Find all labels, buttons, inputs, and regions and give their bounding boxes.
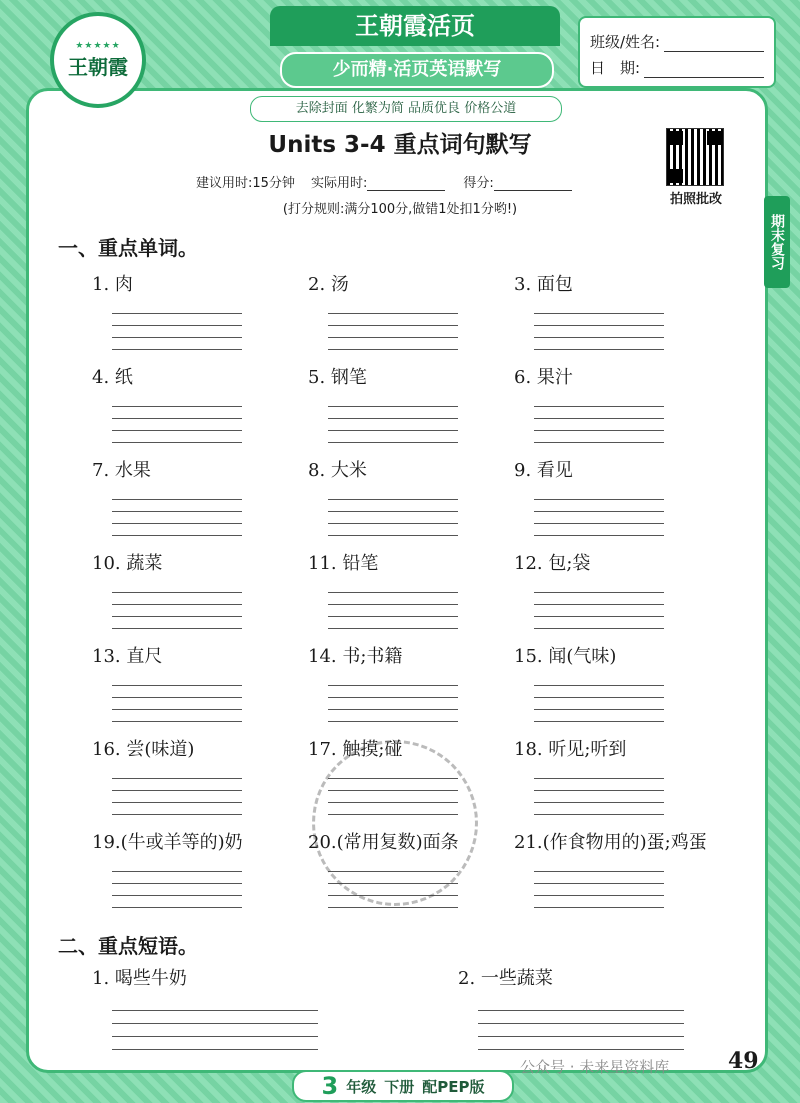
answer-line[interactable]	[534, 419, 664, 431]
answer-lines[interactable]	[534, 767, 664, 815]
edition: 配PEP版	[422, 1077, 485, 1096]
answer-lines[interactable]	[112, 860, 242, 908]
answer-lines[interactable]	[112, 674, 242, 722]
class-name-label: 班级/姓名:	[590, 33, 661, 51]
word-prompt: 13. 直尺	[92, 646, 163, 667]
answer-line[interactable]	[112, 326, 242, 338]
answer-line[interactable]	[478, 1024, 684, 1037]
word-item	[514, 551, 704, 629]
answer-line[interactable]	[478, 1011, 684, 1024]
date-row[interactable]	[590, 52, 764, 78]
answer-line[interactable]	[328, 524, 458, 536]
answer-lines[interactable]	[534, 488, 664, 536]
class-name-row[interactable]	[590, 26, 764, 52]
answer-line[interactable]	[112, 686, 242, 698]
answer-line[interactable]	[534, 524, 664, 536]
answer-line[interactable]	[112, 431, 242, 443]
brand-banner: 王朝霞活页	[270, 6, 560, 46]
answer-lines[interactable]	[534, 860, 664, 908]
answer-line[interactable]	[534, 896, 664, 908]
logo	[50, 12, 146, 108]
answer-line[interactable]	[534, 407, 664, 419]
answer-line[interactable]	[534, 488, 664, 500]
word-item	[308, 458, 498, 536]
answer-lines[interactable]	[112, 395, 242, 443]
score-blank[interactable]	[494, 176, 572, 191]
answer-line[interactable]	[112, 779, 242, 791]
answer-line[interactable]	[534, 395, 664, 407]
answer-lines[interactable]	[112, 998, 318, 1050]
answer-line[interactable]	[328, 686, 458, 698]
word-prompt: 8. 大米	[308, 460, 367, 481]
word-prompt: 16. 尝(味道)	[92, 739, 195, 760]
answer-lines[interactable]	[112, 488, 242, 536]
star-icon: ★★★★★	[75, 40, 121, 51]
volume: 下册	[384, 1077, 415, 1096]
answer-line[interactable]	[112, 593, 242, 605]
meta-row	[196, 172, 572, 191]
answer-line[interactable]	[328, 674, 458, 686]
slogan: 去除封面 化繁为简 品质优良 价格公道	[250, 96, 562, 122]
word-item	[92, 644, 282, 722]
answer-line[interactable]	[112, 1011, 318, 1024]
word-item	[514, 365, 704, 443]
answer-line[interactable]	[328, 302, 458, 314]
word-prompt: 6. 果汁	[514, 367, 573, 388]
answer-line[interactable]	[534, 791, 664, 803]
word-prompt: 11. 铅笔	[308, 553, 379, 574]
answer-line[interactable]	[112, 896, 242, 908]
word-prompt: 21.(作食物用的)蛋;鸡蛋	[514, 832, 707, 853]
answer-line[interactable]	[328, 710, 458, 722]
answer-line[interactable]	[112, 698, 242, 710]
answer-line[interactable]	[112, 605, 242, 617]
word-item	[514, 737, 704, 815]
phrase-item	[92, 966, 352, 1050]
answer-line[interactable]	[534, 431, 664, 443]
suggested-time: 建议用时:15分钟	[196, 176, 295, 191]
answer-line[interactable]	[534, 326, 664, 338]
answer-line[interactable]	[112, 791, 242, 803]
phrase-prompt: 2. 一些蔬菜	[458, 968, 553, 989]
word-item	[514, 830, 774, 908]
class-name-blank[interactable]	[664, 35, 764, 52]
answer-line[interactable]	[534, 512, 664, 524]
page-number: 49	[728, 1048, 759, 1074]
answer-line[interactable]	[534, 767, 664, 779]
answer-line[interactable]	[328, 500, 458, 512]
word-item	[308, 551, 498, 629]
name-date-box	[578, 16, 776, 88]
word-item	[92, 551, 282, 629]
answer-line[interactable]	[112, 581, 242, 593]
answer-line[interactable]	[478, 998, 684, 1011]
answer-lines[interactable]	[328, 581, 458, 629]
answer-line[interactable]	[112, 488, 242, 500]
word-item	[308, 365, 498, 443]
word-prompt: 14. 书;书籍	[308, 646, 403, 667]
answer-line[interactable]	[328, 338, 458, 350]
word-item	[514, 644, 704, 722]
footer-badge	[292, 1070, 514, 1102]
answer-lines[interactable]	[112, 302, 242, 350]
word-prompt: 18. 听见;听到	[514, 739, 627, 760]
answer-line[interactable]	[112, 1037, 318, 1050]
word-prompt: 10. 蔬菜	[92, 553, 163, 574]
word-item	[92, 365, 282, 443]
answer-line[interactable]	[534, 581, 664, 593]
date-label: 日 期:	[590, 59, 641, 77]
answer-line[interactable]	[534, 593, 664, 605]
word-prompt: 4. 纸	[92, 367, 133, 388]
phrase-prompt: 1. 喝些牛奶	[92, 968, 187, 989]
answer-line[interactable]	[112, 512, 242, 524]
answer-line[interactable]	[328, 431, 458, 443]
answer-line[interactable]	[534, 314, 664, 326]
answer-line[interactable]	[328, 581, 458, 593]
scoring-rule: (打分规则:满分100分,做错1处扣1分哟!)	[282, 202, 518, 217]
sub-banner: 少而精·活页英语默写	[280, 52, 554, 88]
answer-line[interactable]	[112, 674, 242, 686]
word-prompt: 20.(常用复数)面条	[308, 832, 459, 853]
answer-line[interactable]	[534, 860, 664, 872]
answer-lines[interactable]	[328, 674, 458, 722]
answer-lines[interactable]	[478, 998, 684, 1050]
answer-line[interactable]	[112, 500, 242, 512]
answer-line[interactable]	[112, 767, 242, 779]
answer-line[interactable]	[328, 407, 458, 419]
word-prompt: 9. 看见	[514, 460, 573, 481]
answer-line[interactable]	[112, 419, 242, 431]
word-prompt: 15. 闻(气味)	[514, 646, 617, 667]
answer-line[interactable]	[328, 395, 458, 407]
grade-number: 3	[321, 1072, 339, 1100]
answer-line[interactable]	[112, 710, 242, 722]
watermark-stamp	[312, 740, 478, 906]
answer-line[interactable]	[328, 326, 458, 338]
actual-time-blank[interactable]	[367, 176, 445, 191]
page-title: Units 3-4 重点词句默写	[268, 132, 532, 158]
answer-lines[interactable]	[328, 302, 458, 350]
answer-line[interactable]	[534, 338, 664, 350]
word-prompt: 5. 钢笔	[308, 367, 367, 388]
answer-line[interactable]	[534, 500, 664, 512]
score-label: 得分:	[463, 176, 494, 191]
answer-lines[interactable]	[112, 581, 242, 629]
word-prompt: 7. 水果	[92, 460, 151, 481]
answer-line[interactable]	[328, 314, 458, 326]
answer-line[interactable]	[478, 1037, 684, 1050]
qr-code-icon[interactable]	[666, 128, 724, 186]
answer-line[interactable]	[534, 686, 664, 698]
date-blank[interactable]	[644, 61, 764, 78]
section2-heading: 二、重点短语。	[58, 934, 198, 958]
answer-lines[interactable]	[328, 488, 458, 536]
word-prompt: 1. 肉	[92, 274, 133, 295]
answer-line[interactable]	[112, 314, 242, 326]
answer-line[interactable]	[112, 407, 242, 419]
answer-lines[interactable]	[534, 581, 664, 629]
answer-line[interactable]	[328, 488, 458, 500]
answer-line[interactable]	[534, 617, 664, 629]
logo-text: 王朝霞	[68, 54, 128, 79]
word-item	[308, 272, 498, 350]
answer-line[interactable]	[534, 872, 664, 884]
qr-label: 拍照批改	[669, 192, 722, 207]
answer-lines[interactable]	[112, 767, 242, 815]
answer-line[interactable]	[112, 524, 242, 536]
word-prompt: 3. 面包	[514, 274, 573, 295]
word-prompt: 2. 汤	[308, 274, 349, 295]
answer-line[interactable]	[328, 419, 458, 431]
word-prompt: 12. 包;袋	[514, 553, 591, 574]
answer-line[interactable]	[534, 884, 664, 896]
answer-line[interactable]	[534, 803, 664, 815]
word-item	[514, 458, 704, 536]
actual-time-label: 实际用时:	[310, 176, 368, 191]
word-item	[514, 272, 704, 350]
phrase-item	[458, 966, 718, 1050]
answer-line[interactable]	[328, 617, 458, 629]
word-item	[92, 737, 282, 815]
answer-lines[interactable]	[534, 395, 664, 443]
answer-line[interactable]	[112, 338, 242, 350]
answer-line[interactable]	[112, 395, 242, 407]
answer-line[interactable]	[112, 1024, 318, 1037]
grade-text: 年级	[346, 1077, 377, 1096]
watermark-text: 公众号 · 未来星资料库	[520, 1058, 670, 1076]
answer-line[interactable]	[112, 872, 242, 884]
answer-line[interactable]	[112, 803, 242, 815]
answer-line[interactable]	[534, 710, 664, 722]
answer-lines[interactable]	[328, 395, 458, 443]
answer-line[interactable]	[112, 860, 242, 872]
answer-line[interactable]	[112, 302, 242, 314]
answer-line[interactable]	[328, 605, 458, 617]
answer-line[interactable]	[534, 605, 664, 617]
answer-line[interactable]	[112, 884, 242, 896]
answer-lines[interactable]	[534, 302, 664, 350]
word-prompt: 17. 触摸;碰	[308, 739, 403, 760]
answer-line[interactable]	[328, 698, 458, 710]
section1-heading: 一、重点单词。	[58, 236, 198, 260]
word-item	[92, 458, 282, 536]
word-item	[308, 644, 498, 722]
answer-line[interactable]	[534, 698, 664, 710]
answer-line[interactable]	[112, 998, 318, 1011]
word-prompt: 19.(牛或羊等的)奶	[92, 832, 243, 853]
answer-line[interactable]	[328, 593, 458, 605]
answer-line[interactable]	[534, 674, 664, 686]
answer-line[interactable]	[534, 302, 664, 314]
word-item	[92, 272, 282, 350]
answer-lines[interactable]	[534, 674, 664, 722]
answer-line[interactable]	[534, 779, 664, 791]
answer-line[interactable]	[328, 512, 458, 524]
answer-line[interactable]	[112, 617, 242, 629]
side-tab: 期末复习	[764, 196, 790, 288]
